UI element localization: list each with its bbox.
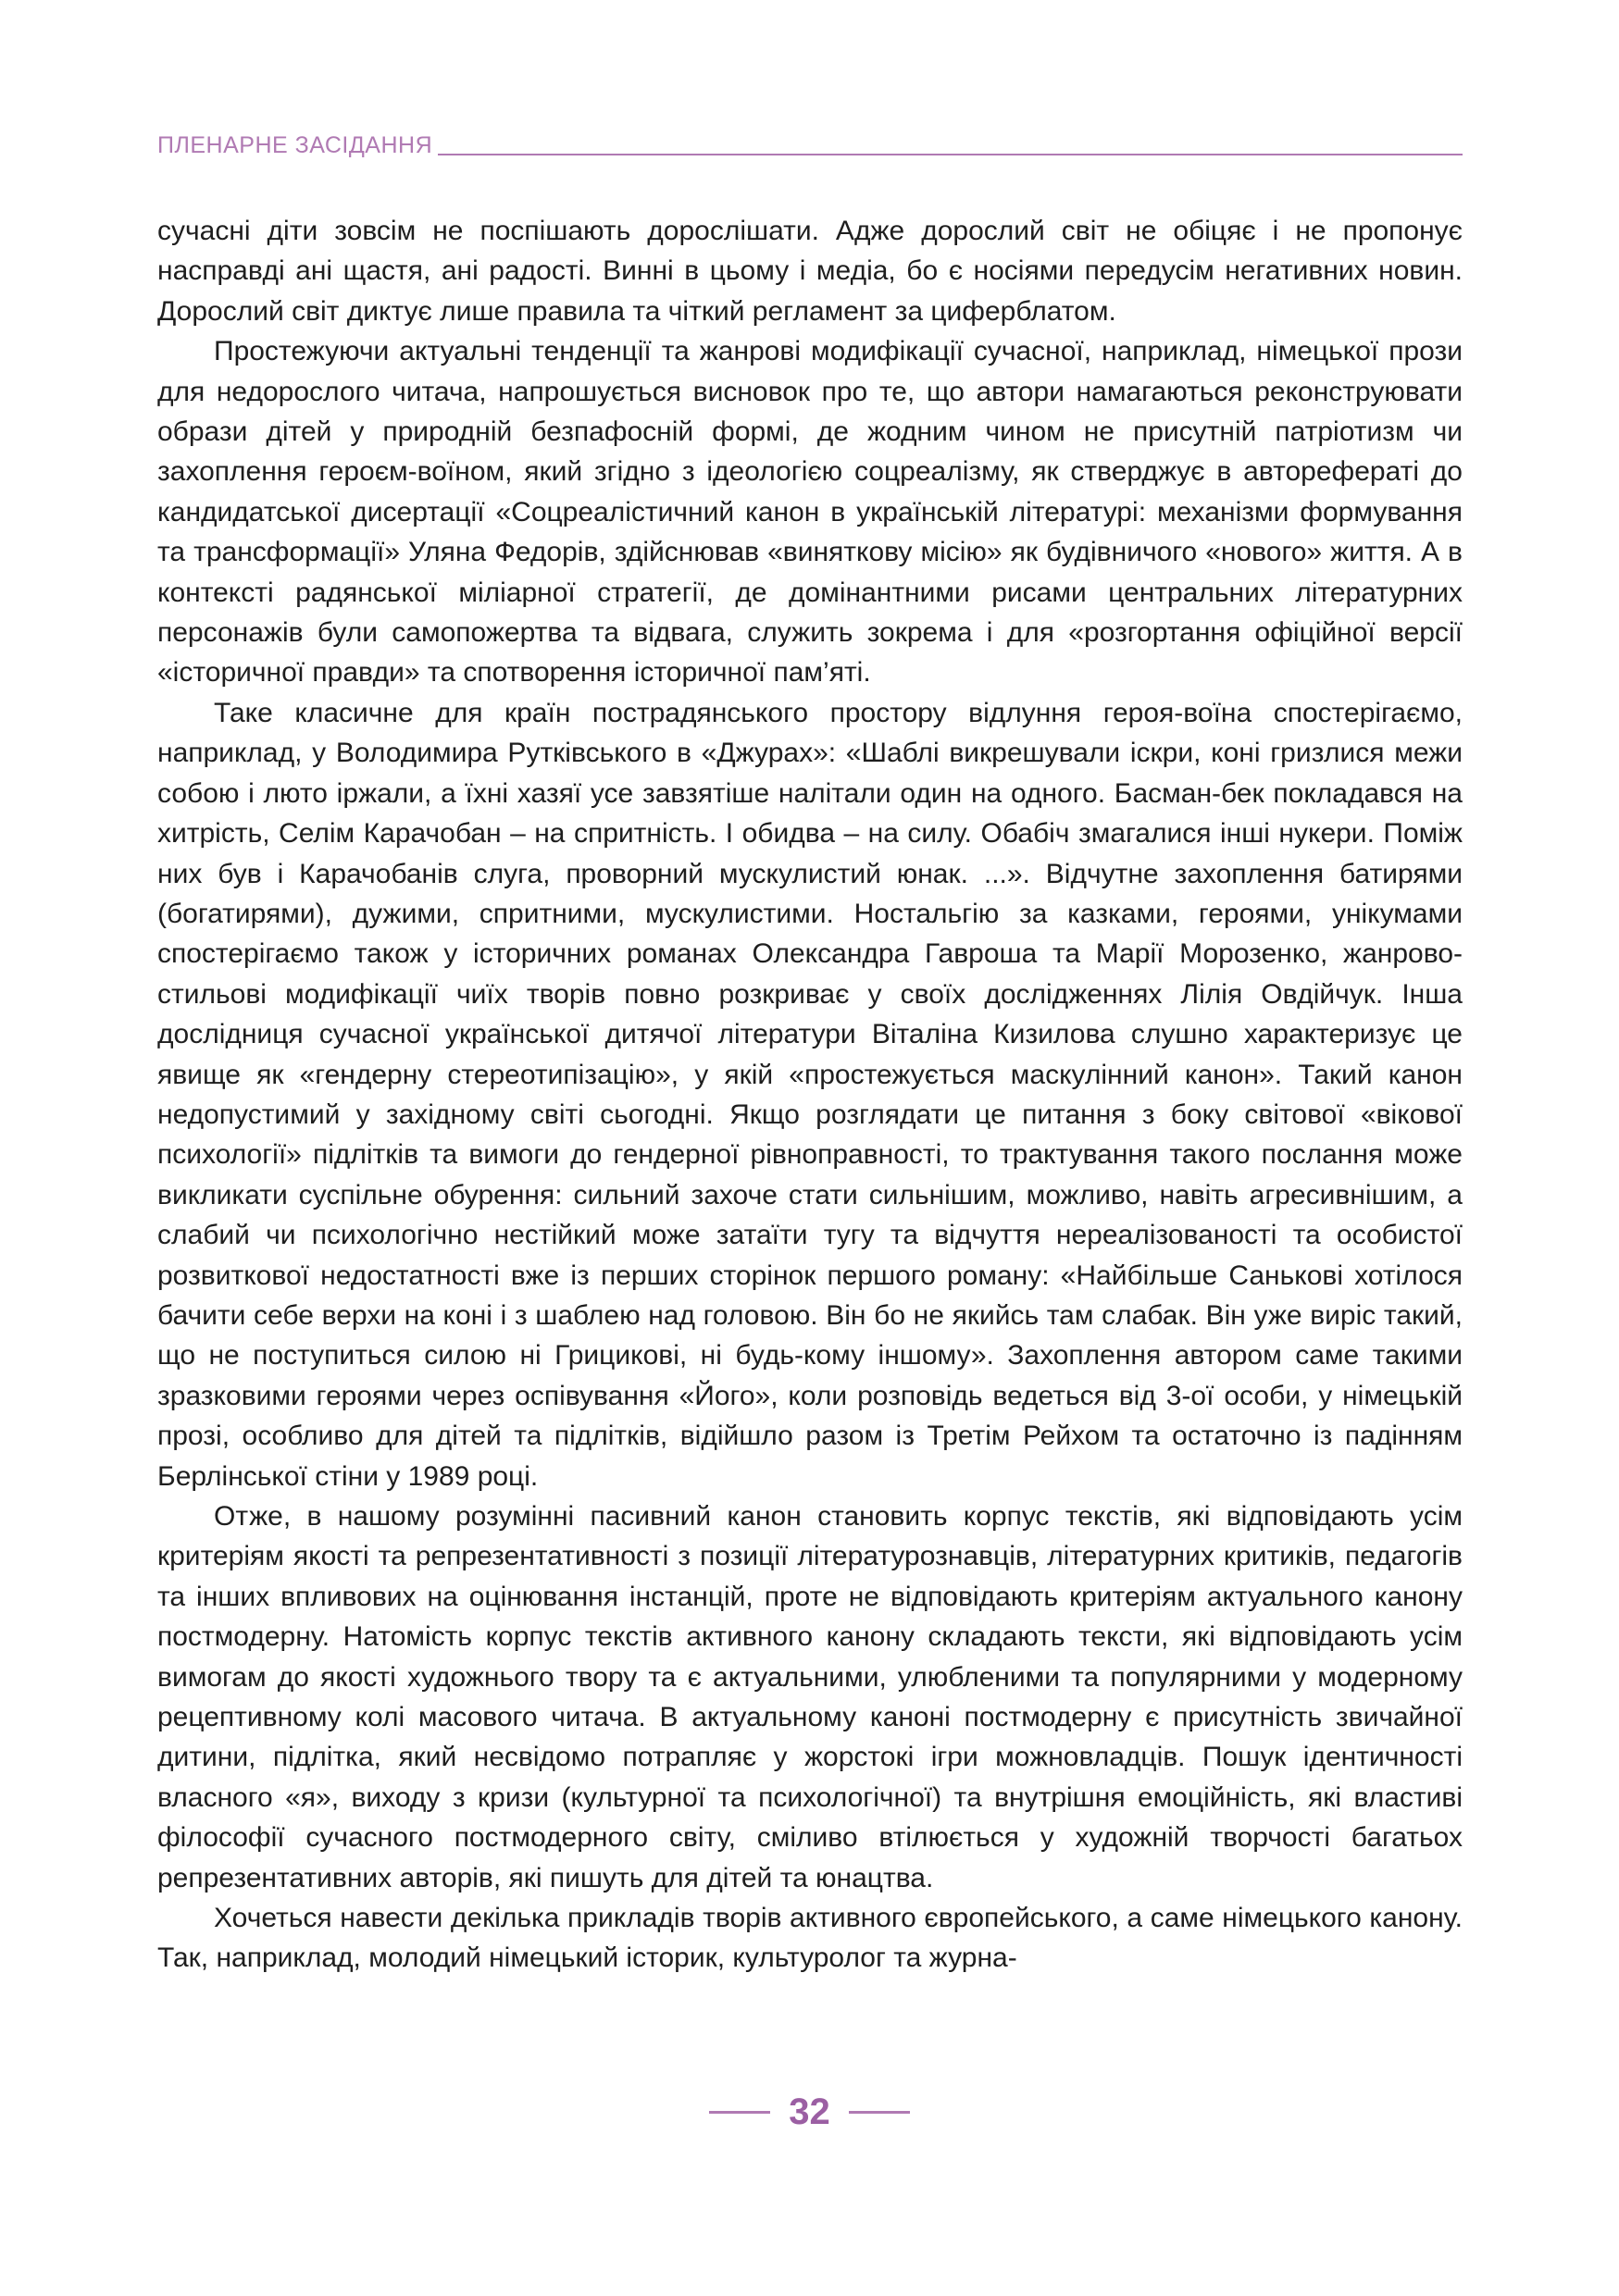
page-number: 32 xyxy=(789,2091,830,2132)
paragraph: Хочеться навести декілька прикладів творів активного європейського, а саме німецького канону. Так, наприклад, молодий німецький історик, культуролог та журна- xyxy=(157,1903,1463,1974)
running-header xyxy=(157,126,1463,157)
article-body xyxy=(157,211,1463,1979)
footer-rule-left xyxy=(709,2111,770,2114)
footer-rule-right xyxy=(849,2111,910,2114)
section-title: ПЛЕНАРНЕ ЗАСІДАННЯ xyxy=(157,132,433,158)
paragraph: Таке класичне для країн пострадянського простору відлуння героя-воїна спостерігаємо, наприклад, у Володимира Рутківського в «Джурах»: «Шаблі викрешували іскри, коні гризлися межи собою і люто іржали, а їхні хазяї усе завзятіше налітали один на одного. Басман-бек покладався на хитрість, Селім Карачобан – на спритність. І обидва – на силу. Обабіч змагалися інші нукери. Поміж них був і Карачобанів слуга, проворний мускулистий юнак. ...». Відчутне захоплення батирями (богатирями), дужими, спритними, мускулистими. Ностальгію за казками, героями, унікумами спостерігаємо також у історичних романах Олександра Гавроша та Марії Морозенко, жанрово-стильові модифікації чиїх творів повно розкриває у своїх дослідженнях Лілія Овдійчук. Інша дослідниця сучасної української дитячої літератури Віталіна Кизилова слушно характеризує це явище як «гендерну стереотипізацію», у якій «простежується маскулінний канон». Такий канон недопустимий у західному світі сьогодні. Якщо розглядати це питання з боку світової «вікової психології» підлітків та вимоги до гендерної рівноправності, то трактування такого послання може викликати суспільне обурення: сильний захоче стати сильнішим, можливо, навіть агресивнішим, а слабий чи психологічно нестійкий може затаїти тугу та відчуття нереалізованості та особистої розвиткової недостатності вже із перших сторінок першого роману: «Найбільше Санькові хотілося бачити себе верхи на коні і з шаблею над головою. Він бо не якийсь там слабак. Він уже виріс такий, що не поступиться силою ні Грицикові, ні будь-кому іншому». Захоплення автором саме такими зразковими героями через оспівування «Його», коли розповідь ведеться від 3-ої особи, у німецькій прозі, особливо для дітей та підлітків, відійшло разом із Третім Рейхом та остаточно із падінням Берлінської стіни у 1989 році. xyxy=(157,697,1463,1492)
paragraph: сучасні діти зовсім не поспішають дорослішати. Адже дорослий світ не обіцяє і не пропонує насправді ані щастя, ані радості. Винні в цьому і медіа, бо є носіями передусім негативних новин. Дорослий світ диктує лише правила та чіткий регламент за циферблатом. xyxy=(157,216,1463,327)
paragraph: Отже, в нашому розумінні пасивний канон становить корпус текстів, які відповідають усім критеріям якості та репрезентативності з позиції літературознавців, літературних критиків, педагогів та інших впливових на оцінювання інстанцій, проте не відповідають критеріям актуального канону постмодерну. Натомість корпус текстів активного канону складають тексти, які відповідають усім вимогам до якості художнього твору та є актуальними, улюбленими та популярними у модерному рецептивному колі масового читача. В актуальному каноні постмодерну є присутність звичайної дитини, підлітка, який несвідомо потрапляє у жорстокі ігри можновладців. Пошук ідентичності власного «я», виходу з кризи (культурної та психологічної) та внутрішня емоційність, які властиві філософії сучасного постмодерного світу, сміливо втілюється у художній творчості багатьох репрезентативних авторів, які пишуть для дітей та юнацтва. xyxy=(157,1501,1463,1893)
header-rule xyxy=(438,154,1463,155)
page-footer xyxy=(0,2093,1619,2130)
paragraph: Простежуючи актуальні тенденції та жанрові модифікації сучасної, наприклад, німецької прози для недорослого читача, напрошується висновок про те, що автори намагаються реконструювати образи дітей у природній безпафосній формі, де жодним чином не присутній патріотизм чи захоплення героєм-воїном, який згідно з ідеологією соцреалізму, як стверджує в авторефераті до кандидатської дисертації «Соцреалістичний канон в українській літературі: механізми формування та трансформації» Уляна Федорів, здійснював «виняткову місію» як будівничого «нового» життя. А в контексті радянської міліарної стратегії, де домінантними рисами центральних літературних персонажів були самопожертва та відвага, служить зокрема і для «розгортання офіційної версії «історичної правди» та спотворення історичної пам’яті. xyxy=(157,336,1463,689)
